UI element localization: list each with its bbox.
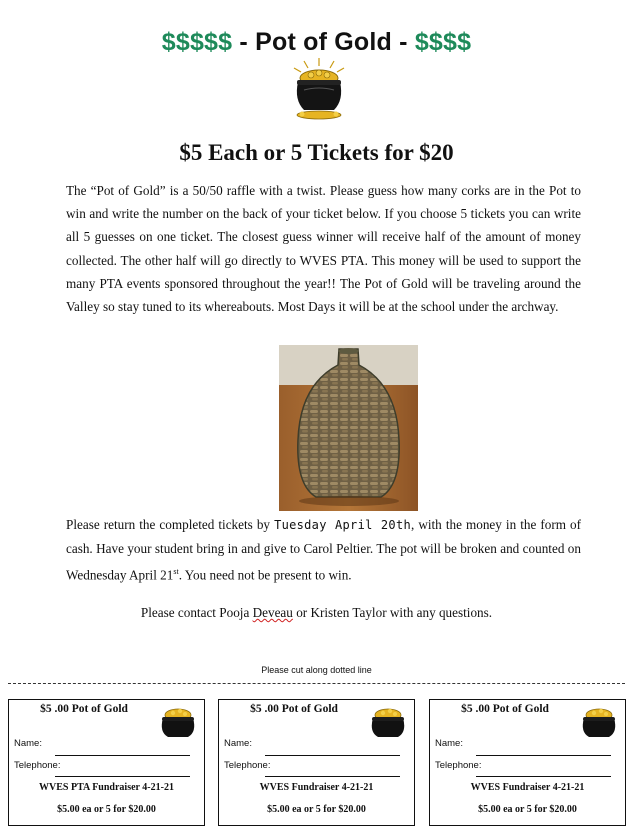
telephone-label: Telephone:: [435, 760, 482, 771]
pot-of-gold-icon: [368, 706, 408, 740]
name-field[interactable]: [476, 755, 611, 756]
return-instructions-paragraph: [66, 513, 581, 587]
raffle-ticket: [218, 699, 415, 826]
ticket-heading: $5 .00 Pot of Gold: [461, 703, 549, 715]
page-subtitle: $5 Each or 5 Tickets for $20: [179, 140, 454, 165]
ticket-price: $5.00 ea or 5 for $20.00: [478, 804, 577, 815]
description-paragraph: The “Pot of Gold” is a 50/50 raffle with a twist. Please guess how many corks are in the Pot to win and write the number on the back of your ticket below. If you choose 5 tickets you can write all 5 guesses on one ticket. The closest guess winner will receive half of the amount of money collected. The other half will go directly to WVES PTA. This money will be used to support the many PTA events sponsored throughout the year!! The Pot of Gold will be traveling around the Valley so stay tuned to its whereabouts. Most Days it will be at the school under the archway.: [66, 183, 581, 315]
ticket-price: $5.00 ea or 5 for $20.00: [267, 804, 366, 815]
date-suffix: st: [173, 567, 179, 577]
pot-of-gold-icon: [158, 706, 198, 740]
telephone-label: Telephone:: [14, 760, 61, 771]
raffle-ticket: [8, 699, 205, 826]
name-label: Name:: [435, 738, 463, 749]
telephone-label: Telephone:: [224, 760, 271, 771]
fundraiser-label: WVES Fundraiser 4-21-21: [470, 782, 585, 793]
cut-instruction: Please cut along dotted line: [261, 665, 372, 675]
title-text: - Pot of Gold -: [232, 28, 415, 56]
ticket-price: $5.00 ea or 5 for $20.00: [57, 804, 156, 815]
name-label: Name:: [14, 738, 42, 749]
title-money-right: $$$$: [414, 28, 472, 56]
return-text-c: . You need not be present to win.: [178, 567, 352, 583]
dotted-cut-line: [8, 683, 625, 684]
page-title: [0, 28, 633, 57]
pot-of-gold-icon: [579, 706, 619, 740]
contact-text-b: or Kristen Taylor with any questions.: [292, 605, 493, 620]
fundraiser-label: WVES PTA Fundraiser 4-21-21: [39, 782, 174, 793]
return-date: Tuesday April 20th: [274, 518, 411, 532]
ticket-heading: $5 .00 Pot of Gold: [40, 703, 128, 715]
telephone-field[interactable]: [55, 776, 190, 777]
cork-jar-photo: [279, 345, 418, 511]
name-label: Name:: [224, 738, 252, 749]
title-money-left: $$$$$: [161, 28, 233, 56]
contact-text-a: Please contact Pooja: [140, 605, 253, 620]
return-text-a: Please return the completed tickets by: [66, 517, 275, 532]
raffle-ticket: [429, 699, 626, 826]
telephone-field[interactable]: [265, 776, 400, 777]
return-text-b: , with the money in the form of cash. Have your student bring in and give to Carol Peltier. The pot will be broken and counted on Wednesday April 21: [66, 517, 582, 583]
ticket-heading: $5 .00 Pot of Gold: [250, 703, 338, 715]
name-field[interactable]: [265, 755, 400, 756]
contact-line: [0, 605, 633, 621]
telephone-field[interactable]: [476, 776, 611, 777]
fundraiser-label: WVES Fundraiser 4-21-21: [259, 782, 374, 793]
name-field[interactable]: [55, 755, 190, 756]
pot-of-gold-icon: [284, 56, 354, 122]
contact-name-misspelled: Deveau: [252, 605, 293, 620]
